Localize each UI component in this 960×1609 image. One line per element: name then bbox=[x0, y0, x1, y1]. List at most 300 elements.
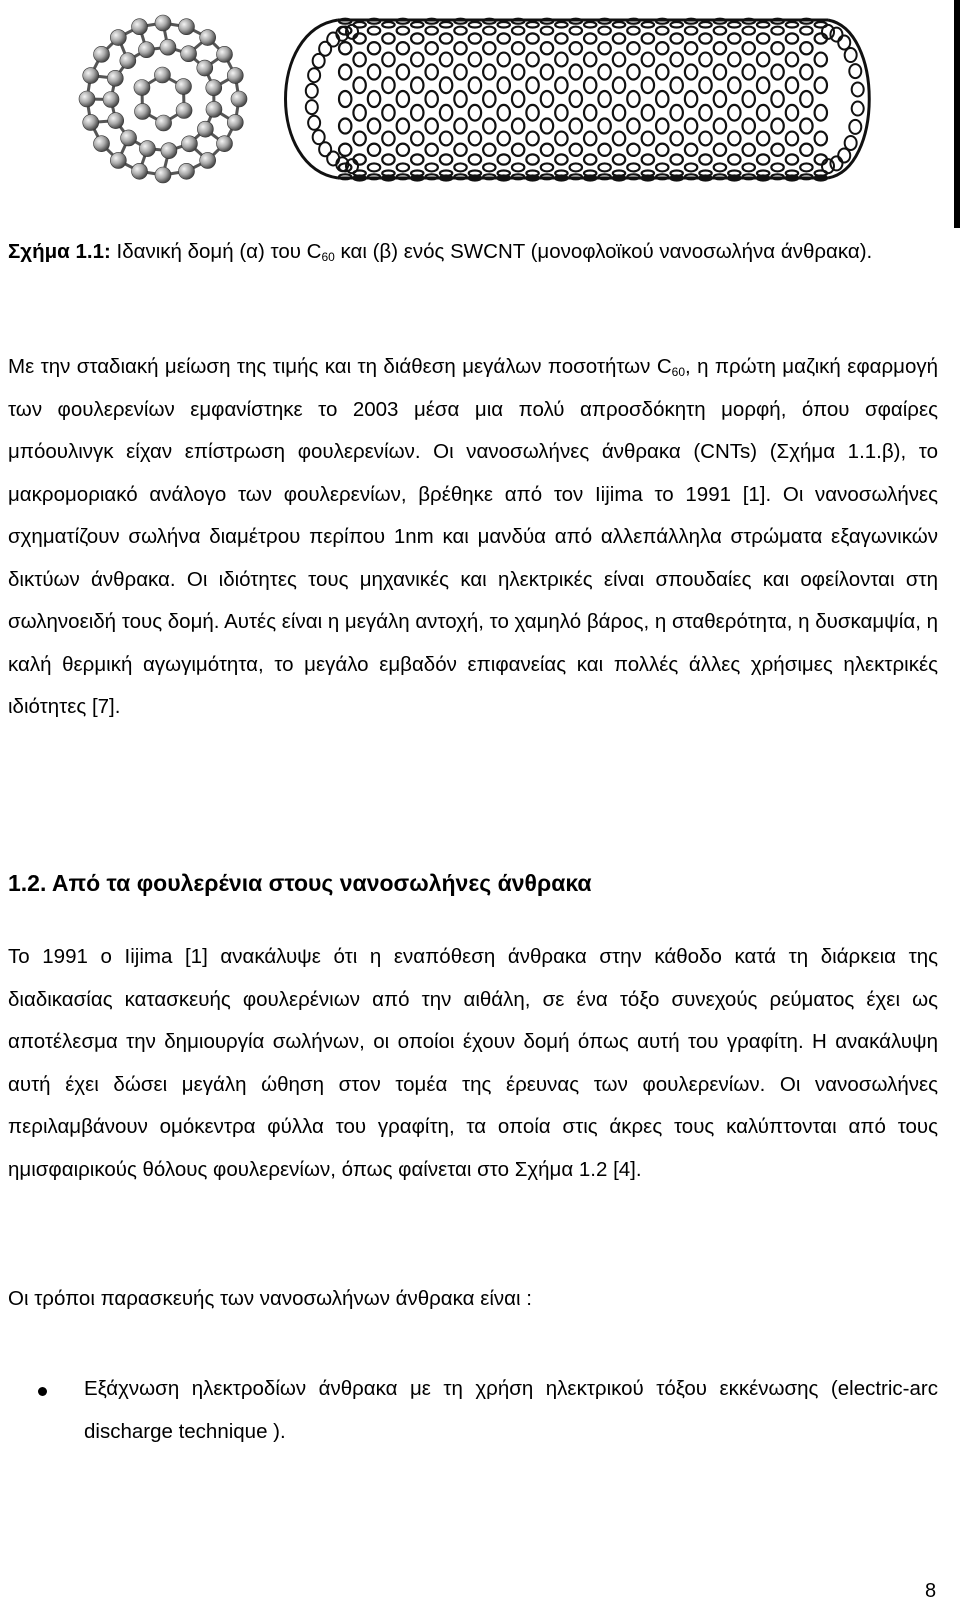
swcnt-hexagon bbox=[469, 22, 481, 27]
swcnt-hexagon bbox=[339, 64, 351, 79]
swcnt-hexagon bbox=[771, 64, 783, 79]
swcnt-hexagon bbox=[771, 119, 783, 134]
swcnt-cap-hexagon bbox=[308, 116, 320, 130]
c60-atom bbox=[110, 152, 126, 168]
swcnt-hexagon bbox=[642, 105, 654, 121]
c60-atom bbox=[132, 19, 148, 35]
c60-atom bbox=[175, 79, 191, 95]
swcnt-hexagon bbox=[757, 105, 769, 121]
swcnt-hexagon bbox=[613, 22, 625, 27]
swcnt-hexagon bbox=[800, 119, 812, 134]
swcnt-hexagon bbox=[541, 163, 553, 171]
swcnt-hexagon bbox=[584, 33, 596, 43]
swcnt-hexagon bbox=[512, 91, 524, 107]
swcnt-hexagon bbox=[469, 77, 481, 93]
c60-atom bbox=[231, 91, 247, 107]
swcnt-hexagon bbox=[800, 64, 812, 79]
swcnt-hexagon bbox=[699, 105, 711, 121]
c60-atom bbox=[94, 136, 110, 152]
swcnt-hexagon bbox=[670, 33, 682, 43]
swcnt-hexagon bbox=[570, 64, 582, 79]
swcnt-hexagon bbox=[670, 132, 682, 146]
swcnt-hexagon bbox=[440, 22, 452, 27]
swcnt-hexagon bbox=[454, 27, 466, 35]
swcnt-hexagon bbox=[685, 42, 697, 54]
swcnt-hexagon bbox=[368, 27, 380, 35]
swcnt-hexagon bbox=[526, 33, 538, 43]
swcnt-hexagon bbox=[469, 33, 481, 43]
swcnt-hexagon bbox=[685, 144, 697, 156]
swcnt-hexagon bbox=[728, 105, 740, 121]
swcnt-hexagon bbox=[440, 77, 452, 93]
c60-atom bbox=[121, 130, 137, 146]
swcnt-hexagon bbox=[613, 33, 625, 43]
swcnt-hexagon bbox=[555, 105, 567, 121]
swcnt-end-hexagon bbox=[845, 48, 857, 62]
swcnt-hexagon bbox=[541, 144, 553, 156]
swcnt-end-hexagon bbox=[849, 64, 861, 78]
swcnt-hexagon bbox=[411, 22, 423, 27]
c60-atom bbox=[154, 67, 170, 83]
swcnt-hexagon bbox=[555, 132, 567, 146]
caption-label: Σχήμα 1.1: bbox=[8, 240, 111, 263]
swcnt-hexagon bbox=[743, 144, 755, 156]
swcnt-hexagon bbox=[743, 64, 755, 79]
swcnt-hexagon bbox=[483, 91, 495, 107]
swcnt-hexagon bbox=[368, 91, 380, 107]
swcnt-hexagon bbox=[800, 163, 812, 171]
swcnt-hexagon bbox=[627, 119, 639, 134]
swcnt-end-hexagon bbox=[849, 120, 861, 134]
swcnt-hexagon bbox=[743, 42, 755, 54]
swcnt-hexagon bbox=[699, 22, 711, 27]
swcnt-hexagon bbox=[771, 91, 783, 107]
swcnt-hexagon bbox=[642, 154, 654, 164]
swcnt-hexagon bbox=[714, 91, 726, 107]
swcnt-hexagon bbox=[411, 77, 423, 93]
c60-atom bbox=[155, 15, 171, 31]
swcnt-hexagon bbox=[440, 105, 452, 121]
c60-atom bbox=[181, 46, 197, 62]
c60-fullerene-image bbox=[78, 14, 248, 184]
swcnt-hexagon bbox=[627, 42, 639, 54]
page-edge-bar bbox=[954, 0, 960, 228]
swcnt-lattice bbox=[286, 19, 870, 181]
swcnt-hexagon bbox=[483, 163, 495, 171]
swcnt-hexagon bbox=[627, 91, 639, 107]
swcnt-hexagon bbox=[368, 42, 380, 54]
swcnt-hexagon bbox=[382, 105, 394, 121]
swcnt-hexagon bbox=[699, 33, 711, 43]
swcnt-hexagon bbox=[440, 33, 452, 43]
c60-atom bbox=[108, 113, 124, 129]
c60-atom bbox=[176, 103, 192, 119]
swcnt-hexagon bbox=[382, 22, 394, 27]
swcnt-hexagon bbox=[815, 53, 827, 67]
figure-caption bbox=[8, 238, 958, 266]
swcnt-hexagon bbox=[512, 119, 524, 134]
swcnt-hexagon bbox=[570, 163, 582, 171]
swcnt-hexagon bbox=[786, 22, 798, 27]
swcnt-hexagon bbox=[570, 119, 582, 134]
swcnt-hexagon bbox=[757, 53, 769, 67]
swcnt-hexagon bbox=[786, 105, 798, 121]
swcnt-hexagon bbox=[771, 27, 783, 35]
caption-text-1: Ιδανική δομή (α) του C bbox=[110, 240, 322, 263]
swcnt-hexagon bbox=[382, 154, 394, 164]
swcnt-hexagon bbox=[699, 154, 711, 164]
swcnt-end-hexagon bbox=[838, 148, 850, 162]
swcnt-hexagon bbox=[771, 163, 783, 171]
c60-atom bbox=[216, 136, 232, 152]
swcnt-hexagon bbox=[454, 144, 466, 156]
swcnt-hexagon bbox=[728, 53, 740, 67]
swcnt-hexagon bbox=[699, 77, 711, 93]
swcnt-end-hexagon bbox=[822, 159, 834, 173]
swcnt-hexagon bbox=[397, 64, 409, 79]
paragraph-1-text-1: Με την σταδιακή μείωση της τιμής και τη διάθεση μεγάλων ποσοτήτων C bbox=[8, 355, 672, 378]
c60-atom bbox=[107, 70, 123, 86]
swcnt-hexagon bbox=[411, 132, 423, 146]
swcnt-hexagon bbox=[498, 154, 510, 164]
c60-atom bbox=[197, 121, 213, 137]
swcnt-hexagon bbox=[397, 91, 409, 107]
swcnt-hexagon bbox=[743, 163, 755, 171]
swcnt-hexagon bbox=[526, 154, 538, 164]
swcnt-hexagon bbox=[483, 42, 495, 54]
c60-atom bbox=[135, 103, 151, 119]
swcnt-hexagon bbox=[584, 132, 596, 146]
swcnt-hexagon bbox=[598, 27, 610, 35]
swcnt-hexagon bbox=[613, 77, 625, 93]
c60-atom bbox=[197, 60, 213, 76]
c60-atom bbox=[94, 46, 110, 62]
swcnt-hexagon bbox=[469, 105, 481, 121]
swcnt-hexagon bbox=[627, 64, 639, 79]
swcnt-hexagon bbox=[800, 144, 812, 156]
swcnt-hexagon bbox=[440, 132, 452, 146]
swcnt-hexagon bbox=[526, 77, 538, 93]
swcnt-hexagon bbox=[584, 154, 596, 164]
swcnt-hexagon bbox=[454, 119, 466, 134]
swcnt-hexagon bbox=[469, 132, 481, 146]
swcnt-hexagon bbox=[670, 22, 682, 27]
swcnt-hexagon bbox=[555, 22, 567, 27]
swcnt-nanotube-image bbox=[268, 8, 916, 188]
swcnt-hexagon bbox=[613, 53, 625, 67]
c60-atom bbox=[181, 136, 197, 152]
swcnt-hexagon bbox=[743, 91, 755, 107]
swcnt-hexagon bbox=[656, 119, 668, 134]
swcnt-hexagon bbox=[555, 154, 567, 164]
swcnt-hexagon bbox=[541, 119, 553, 134]
paragraph-1-subscript: 60 bbox=[671, 365, 685, 379]
c60-atom bbox=[160, 39, 176, 55]
swcnt-hexagon bbox=[627, 144, 639, 156]
swcnt-hexagon bbox=[469, 154, 481, 164]
swcnt-hexagon bbox=[584, 22, 596, 27]
swcnt-hexagon bbox=[670, 105, 682, 121]
swcnt-hexagon bbox=[598, 42, 610, 54]
c60-atom bbox=[110, 30, 126, 46]
swcnt-end-hexagon bbox=[852, 82, 864, 96]
section-heading: 1.2. Από τα φουλερένια στους νανοσωλήνες άνθρακα bbox=[8, 870, 592, 896]
swcnt-hexagon bbox=[757, 22, 769, 27]
swcnt-hexagon bbox=[714, 163, 726, 171]
swcnt-hexagon bbox=[598, 64, 610, 79]
swcnt-hexagon bbox=[382, 77, 394, 93]
c60-atom bbox=[227, 68, 243, 84]
swcnt-hexagon bbox=[397, 163, 409, 171]
c60-atom bbox=[161, 143, 177, 159]
swcnt-hexagon bbox=[526, 22, 538, 27]
swcnt-hexagon bbox=[498, 22, 510, 27]
swcnt-hexagon bbox=[411, 33, 423, 43]
c60-atom bbox=[178, 163, 194, 179]
swcnt-hexagon bbox=[771, 42, 783, 54]
swcnt-hexagon bbox=[498, 105, 510, 121]
paragraph-3: Οι τρόποι παρασκευής των νανοσωλήνων άνθρακα είναι : bbox=[8, 1287, 532, 1310]
swcnt-hexagon bbox=[440, 53, 452, 67]
swcnt-hexagon bbox=[685, 119, 697, 134]
swcnt-hexagon bbox=[440, 154, 452, 164]
swcnt-hexagon bbox=[353, 53, 365, 67]
c60-atom bbox=[83, 114, 99, 130]
swcnt-end-hexagon bbox=[852, 102, 864, 116]
swcnt-hexagon bbox=[526, 53, 538, 67]
swcnt-hexagon bbox=[425, 163, 437, 171]
swcnt-hexagon bbox=[411, 154, 423, 164]
bullet-item: Εξάχνωση ηλεκτροδίων άνθρακα με τη χρήση ηλεκτρικού τόξου εκκένωσης (electric-arc discharge technique ). bbox=[84, 1377, 938, 1443]
swcnt-hexagon bbox=[425, 42, 437, 54]
swcnt-hexagon bbox=[382, 33, 394, 43]
swcnt-hexagon bbox=[541, 91, 553, 107]
c60-atom bbox=[134, 79, 150, 95]
swcnt-hexagon bbox=[498, 33, 510, 43]
bullet-icon bbox=[38, 1387, 47, 1396]
swcnt-hexagon bbox=[656, 64, 668, 79]
swcnt-hexagon bbox=[670, 77, 682, 93]
swcnt-hexagon bbox=[800, 42, 812, 54]
swcnt-hexagon bbox=[728, 132, 740, 146]
c60-atom bbox=[132, 163, 148, 179]
c60-atom bbox=[206, 101, 222, 117]
swcnt-hexagon bbox=[512, 163, 524, 171]
swcnt-hexagon bbox=[685, 27, 697, 35]
swcnt-hexagon bbox=[512, 27, 524, 35]
swcnt-hexagon bbox=[815, 105, 827, 121]
swcnt-hexagon bbox=[483, 119, 495, 134]
paragraph-1 bbox=[8, 346, 938, 729]
swcnt-hexagon bbox=[699, 132, 711, 146]
swcnt-hexagon bbox=[815, 132, 827, 146]
swcnt-hexagon bbox=[786, 154, 798, 164]
swcnt-hexagon bbox=[656, 144, 668, 156]
swcnt-hexagon bbox=[786, 132, 798, 146]
swcnt-hexagon bbox=[656, 27, 668, 35]
paragraph-1-text-2: , η πρώτη μαζική εφαρμογή των φουλερενίων εμφανίστηκε το 2003 μέσα μια πολύ απροσδόκητη μορφή, όπου σφαίρες μπόουλινγκ είχαν επίστρωση φουλερενίων. Οι νανοσωλήνες άνθρακα (CNTs) (Σχήμα 1.1.β), το μακρομοριακό ανάλογο των φουλερενίων, βρέθηκε από τον Iijima το 1991 [1]. Οι νανοσωλήνες σχηματίζουν σωλήνα διαμέτρου περίπου 1nm και μανδύα από αλλεπάλληλα στρώματα εξαγωνικών δικτύων άνθρακα. Οι ιδιότητες τους μηχανικές και ηλεκτρικές είναι σπουδαίες και οφείλονται στη σωληνοειδή τους δομή. Αυτές είναι η μεγάλη αντοχή, το χαμηλό βάρος, η σταθερότητα, η δυσκαμψία, η καλή θερμική αγωγιμότητα, το μεγάλο εμβαδόν επιφανείας και πολλές άλλες χρήσιμες ηλεκτρικές ιδιότητες [7]. bbox=[8, 355, 939, 718]
swcnt-hexagon bbox=[454, 91, 466, 107]
swcnt-hexagon bbox=[815, 77, 827, 93]
swcnt-hexagon bbox=[498, 77, 510, 93]
swcnt-hexagon bbox=[728, 77, 740, 93]
swcnt-hexagon bbox=[656, 91, 668, 107]
swcnt-hexagon bbox=[728, 22, 740, 27]
swcnt-hexagon bbox=[382, 53, 394, 67]
swcnt-hexagon bbox=[728, 33, 740, 43]
swcnt-cap-hexagon bbox=[308, 68, 320, 82]
c60-atom bbox=[83, 68, 99, 84]
swcnt-hexagon bbox=[584, 77, 596, 93]
swcnt-hexagon bbox=[598, 163, 610, 171]
swcnt-hexagon bbox=[368, 144, 380, 156]
swcnt-hexagon bbox=[368, 163, 380, 171]
c60-atom bbox=[139, 141, 155, 157]
swcnt-end-hexagon bbox=[830, 156, 842, 170]
c60-atom bbox=[178, 19, 194, 35]
swcnt-hexagon bbox=[613, 154, 625, 164]
swcnt-hexagon bbox=[411, 53, 423, 67]
swcnt-hexagon bbox=[627, 163, 639, 171]
swcnt-hexagon bbox=[555, 77, 567, 93]
swcnt-hexagon bbox=[483, 64, 495, 79]
swcnt-hexagon bbox=[382, 132, 394, 146]
swcnt-hexagon bbox=[425, 144, 437, 156]
swcnt-end-hexagon bbox=[822, 25, 834, 39]
swcnt-hexagon bbox=[353, 77, 365, 93]
swcnt-hexagon bbox=[670, 154, 682, 164]
swcnt-cap-hexagon bbox=[313, 54, 325, 68]
swcnt-hexagon bbox=[584, 53, 596, 67]
swcnt-hexagon bbox=[627, 27, 639, 35]
swcnt-hexagon bbox=[483, 144, 495, 156]
swcnt-hexagon bbox=[757, 77, 769, 93]
swcnt-hexagon bbox=[714, 64, 726, 79]
caption-text-2: και (β) ενός SWCNT (μονοφλοϊκού νανοσωλήνα άνθρακα). bbox=[334, 240, 873, 263]
swcnt-hexagon bbox=[786, 53, 798, 67]
caption-subscript: 60 bbox=[321, 250, 335, 264]
c60-atom bbox=[227, 114, 243, 130]
swcnt-hexagon bbox=[757, 154, 769, 164]
swcnt-hexagon bbox=[699, 53, 711, 67]
swcnt-hexagon bbox=[570, 27, 582, 35]
c60-atom bbox=[103, 91, 119, 107]
swcnt-hexagon bbox=[512, 64, 524, 79]
swcnt-hexagon bbox=[339, 42, 351, 54]
c60-atom bbox=[206, 80, 222, 96]
c60-atom bbox=[156, 115, 172, 131]
c60-atom bbox=[155, 167, 171, 183]
swcnt-end-hexagon bbox=[838, 36, 850, 50]
swcnt-hexagon bbox=[642, 33, 654, 43]
swcnt-hexagon bbox=[526, 132, 538, 146]
swcnt-hexagon bbox=[598, 119, 610, 134]
swcnt-hexagon bbox=[771, 144, 783, 156]
swcnt-hexagon bbox=[541, 27, 553, 35]
swcnt-cap-hexagon bbox=[306, 100, 318, 114]
swcnt-hexagon bbox=[786, 77, 798, 93]
swcnt-end-hexagon bbox=[845, 136, 857, 150]
swcnt-right-end bbox=[828, 20, 869, 178]
swcnt-hexagon bbox=[743, 119, 755, 134]
swcnt-hexagon bbox=[714, 42, 726, 54]
swcnt-hexagon bbox=[425, 27, 437, 35]
swcnt-hexagon bbox=[397, 27, 409, 35]
swcnt-hexagon bbox=[714, 144, 726, 156]
swcnt-hexagon bbox=[339, 119, 351, 134]
swcnt-hexagon bbox=[339, 144, 351, 156]
swcnt-hexagon bbox=[685, 91, 697, 107]
swcnt-hexagon bbox=[498, 53, 510, 67]
swcnt-hexagon bbox=[512, 42, 524, 54]
swcnt-hexagon bbox=[454, 163, 466, 171]
swcnt-hexagon bbox=[728, 154, 740, 164]
swcnt-hexagon bbox=[570, 91, 582, 107]
swcnt-end-hexagon bbox=[830, 28, 842, 42]
paragraph-2: Το 1991 ο Iijima [1] ανακάλυψε ότι η εναπόθεση άνθρακα στην κάθοδο κατά τη διάρκεια της διαδικασίας κατασκευής φουλερένιων από την αιθάλη, σε ένα τόξο συνεχούς ρεύματος έχει ως αποτέλεσμα την δημιουργία σωλήνων, οι οποίοι έχουν δομή όπως αυτή του γραφίτη. Η ανακάλυψη αυτή έχει δώσει μεγάλη ώθηση στον τομέα της έρευνας των φουλερενίων. Οι νανοσωλήνες περιλαμβάνουν ομόκεντρα φύλλα του γραφίτη, τα οποία στις άκρες τους καλύπτονται από τους ημισφαιρικούς θόλους φουλερενίων, όπως φαίνεται στο Σχήμα 1.2 [4]. bbox=[8, 945, 938, 1181]
swcnt-hexagon bbox=[714, 27, 726, 35]
swcnt-hexagon bbox=[368, 119, 380, 134]
swcnt-hexagon bbox=[685, 64, 697, 79]
swcnt-cap-hexagon bbox=[327, 151, 339, 165]
swcnt-hexagon bbox=[526, 105, 538, 121]
swcnt-cap-hexagon bbox=[306, 84, 318, 98]
swcnt-hexagon bbox=[642, 22, 654, 27]
swcnt-hexagon bbox=[368, 64, 380, 79]
c60-atom bbox=[216, 46, 232, 62]
page-number: 8 bbox=[925, 1580, 937, 1602]
swcnt-hexagon bbox=[613, 132, 625, 146]
c60-atom bbox=[200, 152, 216, 168]
swcnt-hexagon bbox=[469, 53, 481, 67]
swcnt-hexagon bbox=[512, 144, 524, 156]
swcnt-hexagon bbox=[397, 42, 409, 54]
swcnt-hexagon bbox=[454, 64, 466, 79]
swcnt-hexagon bbox=[613, 105, 625, 121]
swcnt-hexagon bbox=[714, 119, 726, 134]
swcnt-hexagon bbox=[584, 105, 596, 121]
swcnt-hexagon bbox=[743, 27, 755, 35]
swcnt-hexagon bbox=[800, 27, 812, 35]
swcnt-hexagon bbox=[411, 105, 423, 121]
swcnt-hexagon bbox=[656, 42, 668, 54]
swcnt-hexagon bbox=[685, 163, 697, 171]
swcnt-hexagon bbox=[339, 91, 351, 107]
swcnt-hexagon bbox=[541, 64, 553, 79]
swcnt-hexagon bbox=[642, 53, 654, 67]
c60-atom bbox=[79, 91, 95, 107]
swcnt-hexagon bbox=[598, 91, 610, 107]
swcnt-hexagon bbox=[541, 42, 553, 54]
c60-atom bbox=[200, 30, 216, 46]
swcnt-hexagon bbox=[425, 64, 437, 79]
swcnt-hexagon bbox=[642, 132, 654, 146]
swcnt-hexagon bbox=[454, 42, 466, 54]
swcnt-hexagon bbox=[555, 53, 567, 67]
swcnt-hexagon bbox=[397, 119, 409, 134]
swcnt-hexagon bbox=[598, 144, 610, 156]
swcnt-hexagon bbox=[483, 27, 495, 35]
swcnt-hexagon bbox=[397, 144, 409, 156]
swcnt-hexagon bbox=[570, 42, 582, 54]
swcnt-hexagon bbox=[786, 33, 798, 43]
swcnt-hexagon bbox=[800, 91, 812, 107]
c60-atom bbox=[120, 53, 136, 69]
swcnt-hexagon bbox=[757, 132, 769, 146]
swcnt-hexagon bbox=[353, 105, 365, 121]
swcnt-hexagon bbox=[642, 77, 654, 93]
swcnt-hexagon bbox=[498, 132, 510, 146]
